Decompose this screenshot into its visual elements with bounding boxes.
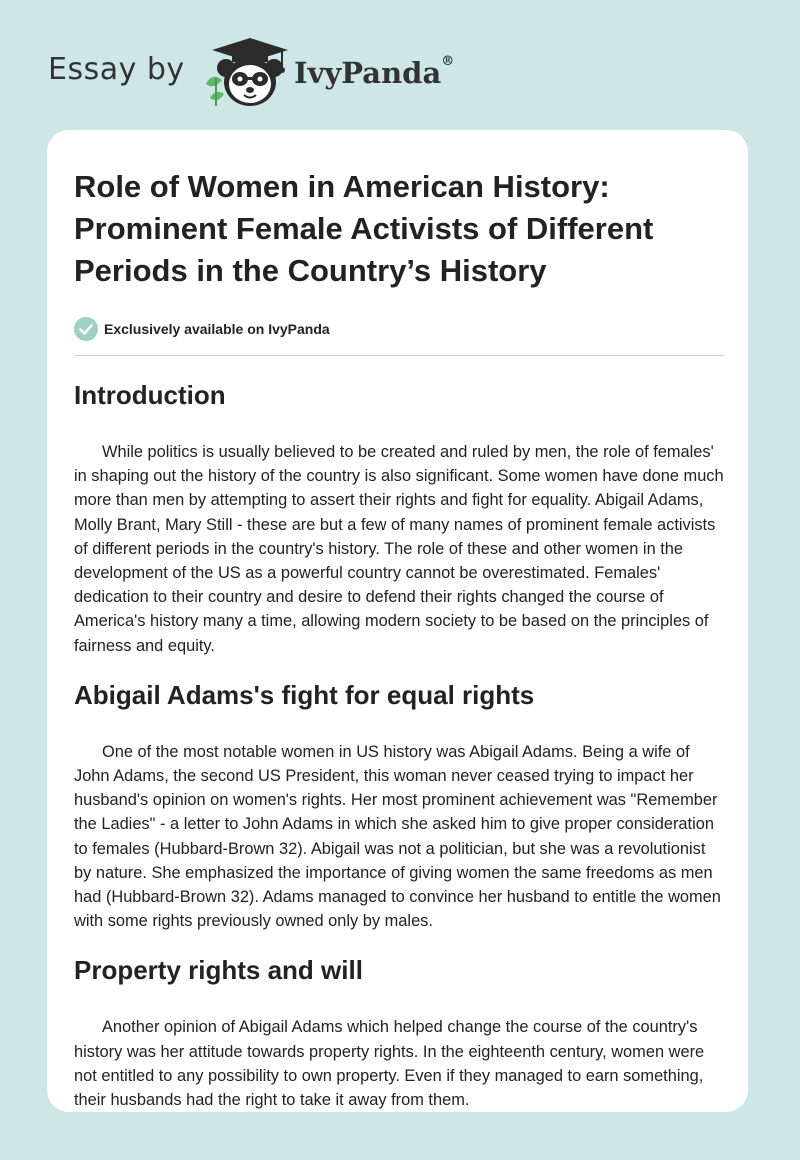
section-heading-introduction: Introduction — [74, 380, 226, 410]
essay-title: Role of Women in American History: Prominent Female Activists of Different Periods in the Country’s History — [74, 169, 654, 288]
section-paragraph-introduction: While politics is usually believed to be created and ruled by men, the role of females' in shaping out the history of the country is also significant. Some women have done much more than men by attempting to assert their rights and fight for equality. Abigail Adams, Molly Brant, Mary Still - these are but a few of many names of prominent female activists of different periods in the country's history. The role of these and other women in the development of the US as a powerful country cannot be overestimated. Females' dedication to their country and desire to defend their rights changed the course of America's history many a time, allowing modern society to be based on the principles of fairness and equity. — [74, 443, 724, 655]
panda-graduate-icon[interactable] — [202, 34, 292, 110]
essay-by-label: Essay by — [48, 52, 185, 87]
exclusive-label: Exclusively available on IvyPanda — [104, 321, 330, 337]
title-divider — [74, 355, 724, 356]
section-paragraph-property-rights: Another opinion of Abigail Adams which helped change the course of the country's history was her attitude towards property rights. In the eighteenth century, women were not entitled to any possibility to own property. Even if they managed to earn something, their husbands had the right to take it away from them. — [74, 1018, 705, 1110]
section-heading-property-rights: Property rights and will — [74, 955, 363, 986]
site-header — [48, 34, 548, 114]
section-heading-abigail-adams: Abigail Adams's fight for equal rights — [74, 679, 535, 710]
check-circle-icon — [74, 317, 98, 341]
exclusive-badge — [74, 316, 724, 342]
section-paragraph-abigail-adams: One of the most notable women in US history was Abigail Adams. Being a wife of John Adams, the second US President, this woman never ceased trying to impact her husband's opinion on women's rights. Her most prominent achievement was "Remember the Ladies" - a letter to John Adams in which she asked him to give proper consideration to females (Hubbard-Brown 32). Abigail was not a politician, but she was a revolutionist by nature. She emphasized the importance of giving women the same freedoms as men had (Hubbard-Brown 32). Adams managed to convince her husband to entitle the women with some rights previously owned only by males. — [74, 742, 721, 931]
essay-card — [47, 130, 748, 1112]
brand-name[interactable]: IvyPanda® — [294, 54, 455, 90]
